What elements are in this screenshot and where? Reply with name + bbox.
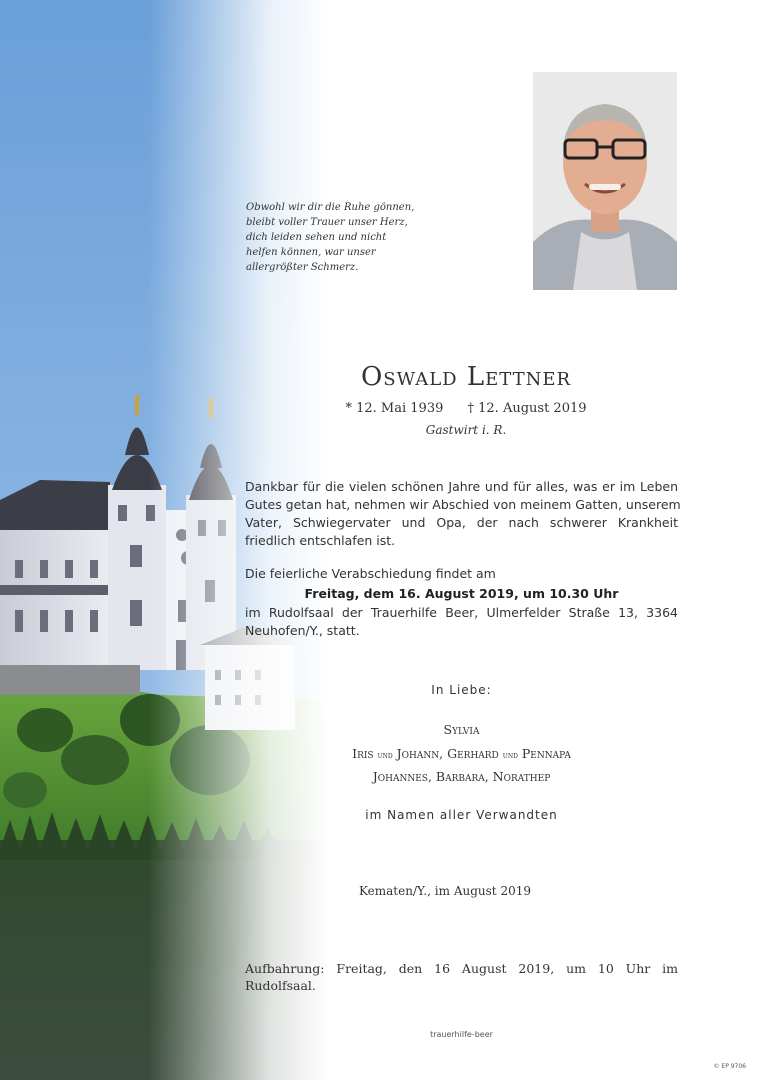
poem-line: helfen können, war unser (246, 247, 376, 258)
message-line: Gutes getan hat, nehmen wir Abschied von meinem Gatten, unserem (245, 497, 681, 512)
poem-line: allergrößter Schmerz. (246, 262, 359, 273)
memorial-poem (246, 200, 446, 275)
footer-brand: trauerhilfe-beer (430, 1030, 493, 1039)
portrait-photo (533, 72, 677, 290)
message-line: friedlich entschlafen ist. (245, 533, 396, 548)
occupation: Gastwirt i. R. (425, 423, 507, 437)
place-date: Kematen/Y., im August 2019 (359, 884, 531, 898)
birth-date: * 12. Mai 1939 (345, 401, 444, 416)
mourner-line (245, 746, 678, 761)
life-dates (245, 401, 687, 416)
footer-code: © EP 9706 (713, 1063, 746, 1070)
relatives-note: im Namen aller Verwandten (365, 808, 558, 822)
poem-line: Obwohl wir dir die Ruhe gönnen, (246, 202, 415, 213)
deceased-name: Oswald Lettner (360, 362, 572, 392)
conjunction: und (377, 751, 393, 761)
death-date: † 12. August 2019 (467, 401, 587, 416)
mourner-name: Johann, Gerhard (396, 746, 499, 761)
ceremony-date: Freitag, dem 16. August 2019, um 10.30 Uhr (304, 586, 619, 601)
message-line: Vater, Schwiegervater und Opa, der nach schwerer Krankheit (245, 515, 678, 530)
ceremony-place-line: im Rudolfsaal der Trauerhilfe Beer, Ulmerfelder Straße 13, 3364 (245, 605, 678, 620)
mourner-name: Iris (352, 746, 374, 761)
viewing-line: Aufbahrung: Freitag, den 16 August 2019, um 10 Uhr im (245, 961, 678, 976)
mourner-line: Sylvia (443, 722, 480, 737)
message-line: Dankbar für die vielen schönen Jahre und für alles, was er im Leben (245, 479, 678, 494)
viewing-line: Rudolfsaal. (245, 978, 316, 993)
ceremony-place-line: Neuhofen/Y., statt. (245, 623, 360, 638)
conjunction: und (502, 751, 518, 761)
ceremony-place (245, 604, 678, 640)
poem-line: bleibt voller Trauer unser Herz, (246, 217, 408, 228)
in-love-heading: In Liebe: (431, 683, 492, 697)
mourner-name: Pennapa (521, 746, 571, 761)
mourner-line: Johannes, Barbara, Norathep (372, 769, 551, 784)
farewell-message (245, 478, 681, 550)
ceremony-intro: Die feierliche Verabschiedung findet am (245, 566, 496, 581)
viewing-info (245, 960, 678, 994)
poem-line: dich leiden sehen und nicht (246, 232, 387, 243)
